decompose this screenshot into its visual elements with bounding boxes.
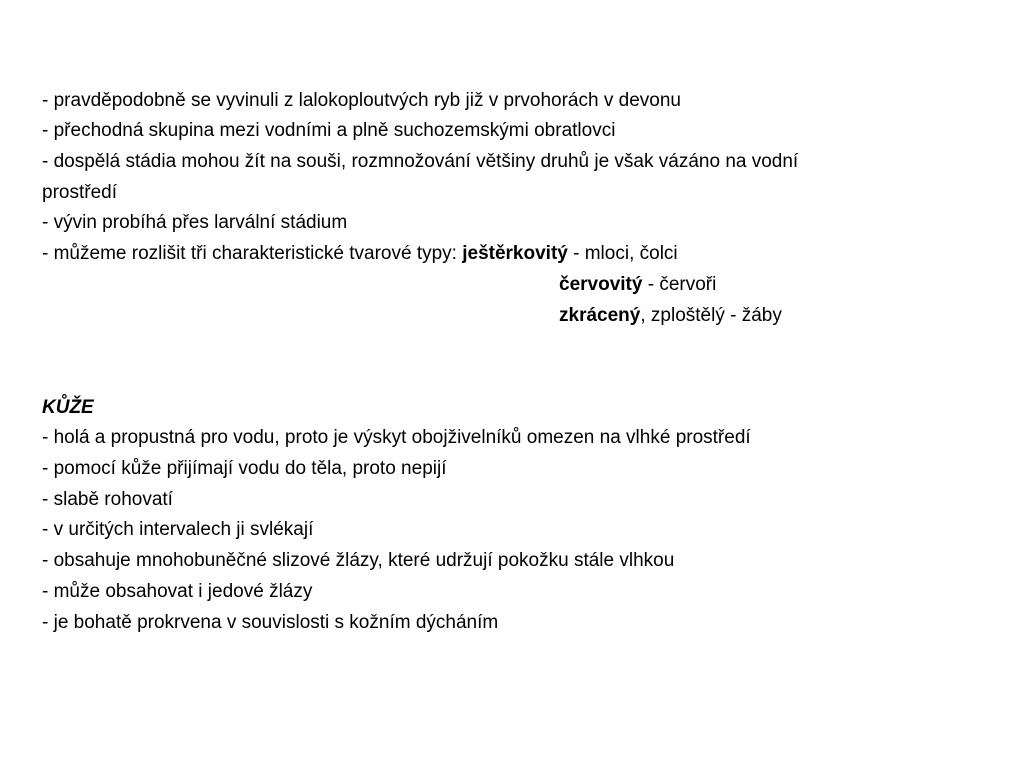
skin-item: - obsahuje mnohobuněčné slizové žlázy, které udržují pokožku stále vlhkou (42, 550, 675, 571)
intro-line-reproduction: - dospělá stádia mohou žít na souši, rozmnožování většiny druhů je však vázáno na vodní (42, 151, 799, 172)
intro-line-types (42, 242, 678, 266)
skin-heading: KŮŽE (42, 397, 94, 418)
skin-item: - slabě rohovatí (42, 489, 173, 510)
types-prefix: - můžeme rozlišit tři charakteristické tvarové typy: (42, 243, 463, 264)
intro-line-larval: - vývin probíhá přes larvální stádium (42, 212, 348, 233)
type-name: červovitý (559, 274, 643, 295)
skin-item: - může obsahovat i jedové žlázy (42, 581, 313, 602)
type-desc: - mloci, čolci (567, 243, 678, 264)
skin-item: - pomocí kůže přijímají vodu do těla, proto nepijí (42, 458, 447, 479)
skin-item: - v určitých intervalech ji svlékají (42, 519, 314, 540)
type-desc: , zploštělý - žáby (640, 305, 782, 326)
skin-item: - holá a propustná pro vodu, proto je výskyt obojživelníků omezen na vlhké prostředí (42, 427, 751, 448)
intro-line-origin: - pravděpodobně se vyvinuli z lalokoploutvých ryb již v prvohorách v devonu (42, 90, 681, 111)
intro-line-reproduction-cont: prostředí (42, 182, 117, 203)
type-desc: - červoři (642, 274, 717, 295)
type-name: zkrácený (559, 305, 641, 326)
intro-line-transition: - přechodná skupina mezi vodními a plně suchozemskými obratlovci (42, 120, 616, 141)
type-line (559, 273, 716, 297)
type-line (559, 304, 782, 328)
type-name: ještěrkovitý (462, 243, 568, 264)
skin-item: - je bohatě prokrvena v souvislosti s kožním dýcháním (42, 612, 499, 633)
